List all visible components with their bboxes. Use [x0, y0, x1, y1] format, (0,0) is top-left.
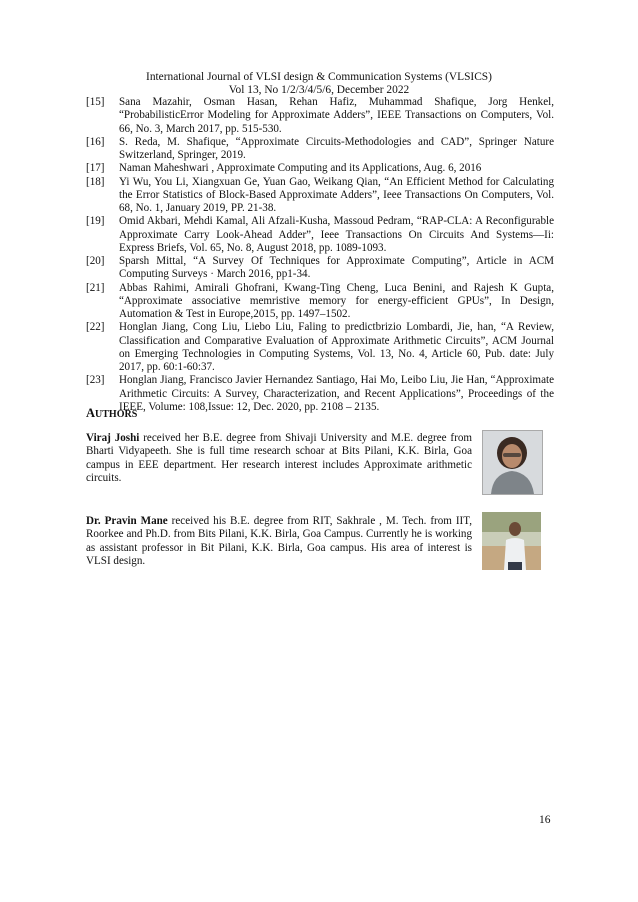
reference-item — [86, 136, 554, 163]
reference-item — [86, 321, 554, 374]
reference-item — [86, 176, 554, 216]
reference-item — [86, 374, 554, 414]
reference-item — [86, 96, 554, 136]
reference-number: [22] — [86, 321, 105, 334]
reference-number: [15] — [86, 96, 105, 108]
page-number: 16 — [539, 814, 551, 826]
reference-list — [86, 96, 554, 414]
reference-text: Honglan Jiang, Francisco Javier Hernandez Santiago, Hai Mo, Leibo Liu, Jie Han, “Approximate Arithmetic Circuits: A Survey, Characterization, and Recent Applications”, Proceedings of the IEEE, Volume: 108,Issue: 12, Dec. 2020, pp. 2108 – 2135. — [119, 374, 554, 413]
reference-text: Abbas Rahimi, Amirali Ghofrani, Kwang-Ting Cheng, Luca Benini, and Rajesh K Gupta, “Approximate associative memristive memory for energy-efficient GPUs”, In Design, Automation & Test in Europe,2015, pp. 1497–1502. — [119, 281, 554, 320]
reference-number: [21] — [86, 281, 105, 294]
reference-text: Sana Mazahir, Osman Hasan, Rehan Hafiz, Muhammad Shafique, Jorg Henkel, “ProbabilisticError Modeling for Approximate Adders”, IEEE Transactions on Computers, Vol. 66, No. 3, March 2017, pp. 515-530. — [119, 96, 554, 135]
reference-number: [18] — [86, 175, 105, 188]
journal-header — [0, 71, 638, 97]
reference-text: Yi Wu, You Li, Xiangxuan Ge, Yuan Gao, Weikang Qian, “An Efficient Method for Calculating the Error Statistics of Block-Based Approximate Adders”, Ieee Transactions On Computers, Vol. 68, No. 1, January 2019, PP. 21-38. — [119, 175, 554, 214]
authors-heading-initial: A — [86, 406, 96, 420]
journal-title: International Journal of VLSI design & Communication Systems (VLSICS) — [146, 71, 492, 83]
reference-number: [20] — [86, 255, 105, 267]
authors-heading-rest: UTHORS — [95, 409, 138, 420]
reference-item — [86, 255, 554, 282]
portrait-image — [482, 512, 541, 570]
author-name: Dr. Pravin Mane — [86, 515, 168, 527]
reference-number: [17] — [86, 162, 105, 175]
author-photo-mane — [482, 512, 541, 570]
author-name: Viraj Joshi — [86, 432, 140, 444]
reference-text: S. Reda, M. Shafique, “Approximate Circuits-Methodologies and CAD”, Springer Nature Switzerland, Springer, 2019. — [119, 135, 554, 161]
reference-item — [86, 215, 554, 255]
reference-text: Honglan Jiang, Cong Liu, Liebo Liu, Faling to predictbrizio Lombardi, Jie, han, “A Review, Classification and Comparative Evaluation of Approximate Arithmetic Circuits”, ACM Journal on Emerging Technologies in Computing Systems, Vol. 13, No. 4, Article 60, Pub. date: July 2017, pp. 60:1-60:37. — [119, 321, 554, 373]
authors-heading — [86, 406, 137, 421]
journal-issue: Vol 13, No 1/2/3/4/5/6, December 2022 — [228, 84, 410, 97]
reference-text: Omid Akbari, Mehdi Kamal, Ali Afzali-Kusha, Massoud Pedram, “RAP-CLA: A Reconfigurable Approximate Carry Look-Ahead Adder”, Ieee Transactions On Circuits And Systems—Ii: Express Briefs, Vol. 65, No. 8, August 2018, pp. 1089-1093. — [119, 215, 554, 254]
reference-number: [16] — [86, 135, 105, 148]
author-bio-joshi — [86, 432, 472, 485]
author-photo-joshi — [482, 430, 543, 495]
reference-number: [19] — [86, 215, 105, 228]
reference-text: Naman Maheshwari , Approximate Computing and its Applications, Aug. 6, 2016 — [119, 162, 482, 175]
reference-item — [86, 282, 554, 322]
author-bio-text: received her B.E. degree from Shivaji University and M.E. degree from Bharti Vidyapeeth. She is full time research schoar at Bits Pilani, K.K. Birla, Goa campus in EEE department. Her research interest includes Approximate arithmetic circuits. — [86, 432, 472, 484]
reference-item — [86, 162, 554, 175]
portrait-image — [483, 431, 542, 494]
author-bio-text: received his B.E. degree from RIT, Sakhrale , M. Tech. from IIT, Roorkee and Ph.D. from Bits Pilani, K.K. Birla, Goa Campus. Currently he is working as assistant professor in Bit Pilani, K.K. Birla, Goa campus. His area of interest is VLSI design. — [86, 515, 472, 567]
reference-number: [23] — [86, 374, 105, 387]
author-bio-mane — [86, 515, 472, 568]
reference-text: Sparsh Mittal, “A Survey Of Techniques for Approximate Computing”, Article in ACM Computing Surveys · March 2016, pp1-34. — [119, 255, 554, 281]
